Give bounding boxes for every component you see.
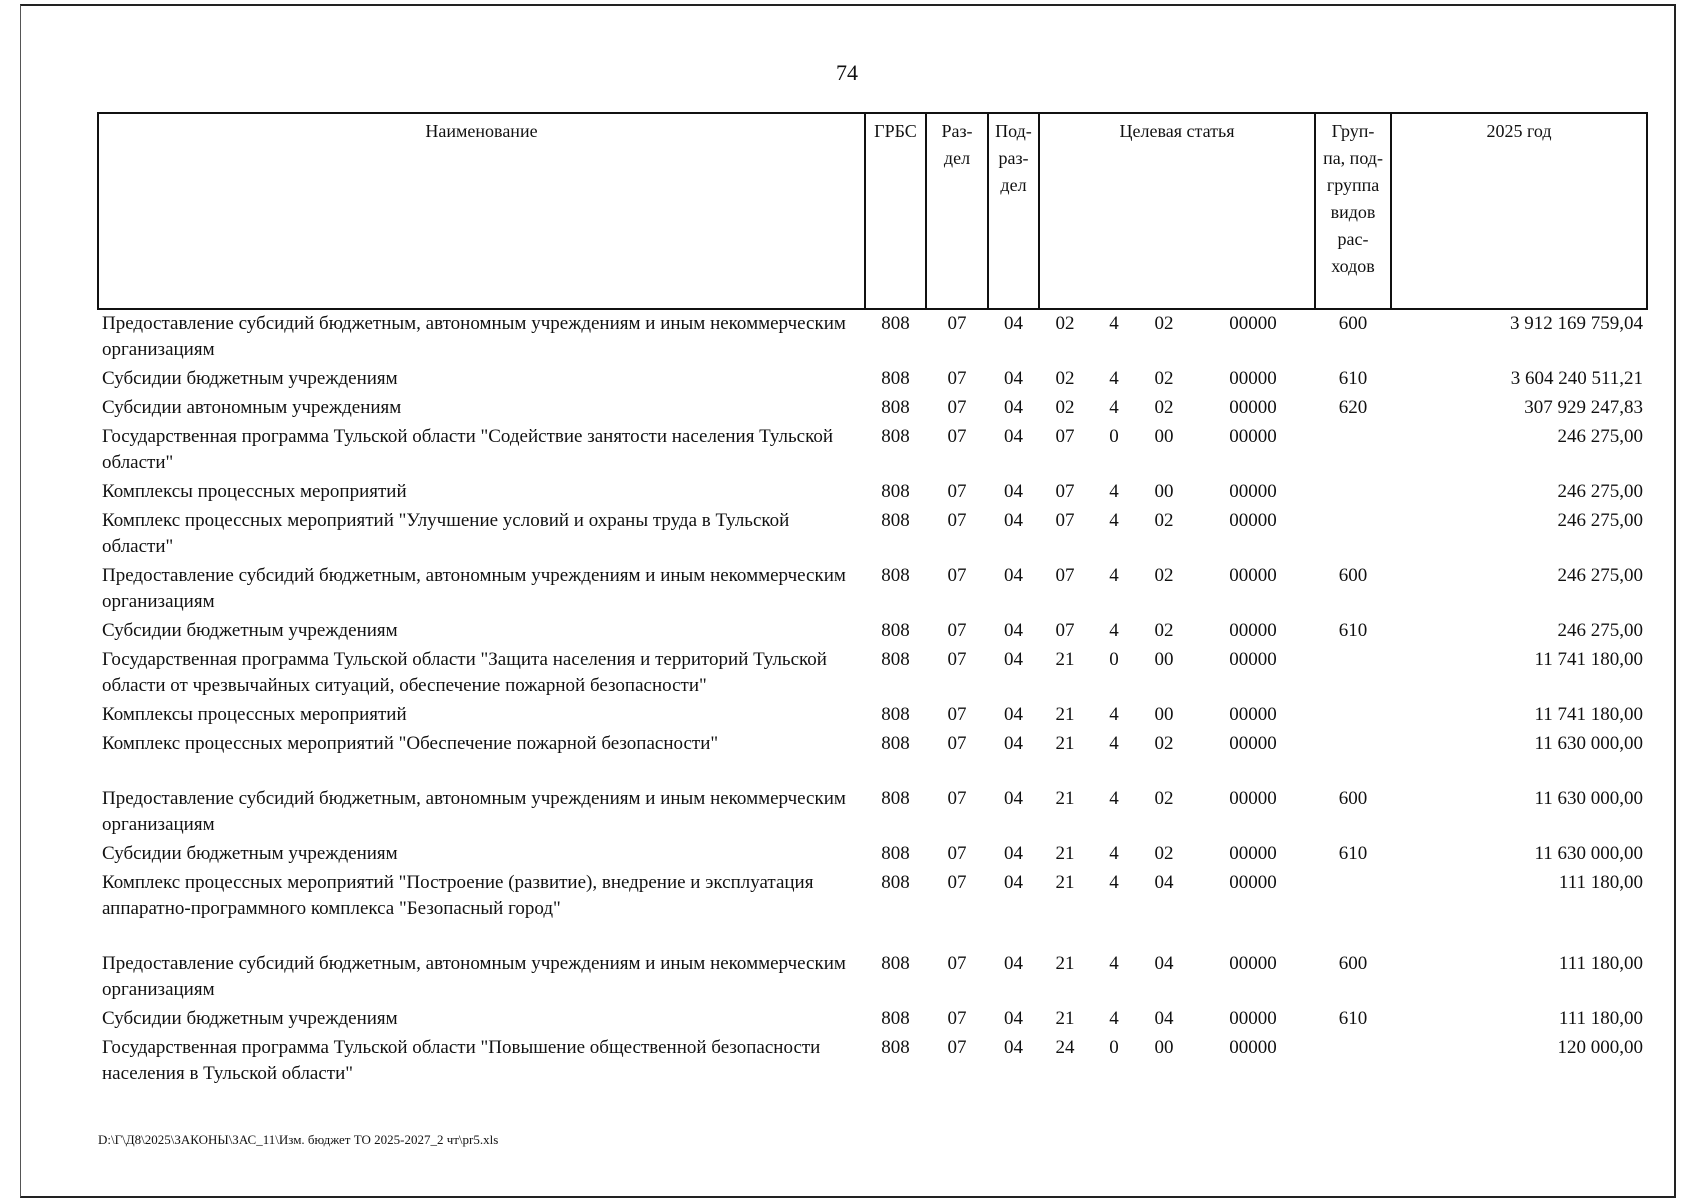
cell-target-type: 4 [1109,510,1119,531]
cell-target-sub: 00 [1154,649,1174,670]
cell-sum-2025: 246 275,00 [1557,510,1644,531]
cell-target-sub: 00 [1154,1037,1174,1058]
cell-target-sub: 00 [1154,704,1174,725]
cell-expense-group: 600 [1338,788,1368,809]
cell-podrazdel: 04 [1004,565,1023,586]
table-row [98,478,1647,507]
cell-sum-2025: 246 275,00 [1557,426,1644,447]
cell-target-program: 02 [1055,313,1075,334]
cell-expense-group: 610 [1338,620,1368,641]
header-year-2025: 2025 год [1391,113,1647,309]
cell-podrazdel: 04 [1004,649,1023,670]
cell-target-type: 4 [1109,788,1119,809]
cell-razdel: 07 [947,704,967,725]
cell-target-sub: 02 [1154,788,1174,809]
cell-expense-group [1315,730,1391,785]
cell-target-type: 4 [1109,397,1119,418]
table-row [98,701,1647,730]
cell-podrazdel: 04 [1004,704,1023,725]
cell-sum-2025: 11 741 180,00 [1534,649,1644,670]
cell-expense-group [1315,423,1391,478]
cell-target-program: 21 [1055,649,1075,670]
cell-target-program: 02 [1055,368,1075,389]
cell-target-sub: 04 [1154,953,1174,974]
cell-razdel: 07 [947,368,967,389]
table-row [98,617,1647,646]
cell-expense-group: 610 [1338,1008,1368,1029]
table-header-row [98,113,1647,309]
cell-target-program: 07 [1055,481,1075,502]
cell-podrazdel: 04 [1004,733,1023,754]
cell-grbs: 808 [881,481,910,502]
cell-target-type: 4 [1109,313,1119,334]
cell-name: Предоставление субсидий бюджетным, автономным учреждениям и иным некоммерческим организациям [102,788,846,835]
cell-podrazdel: 04 [1004,1037,1023,1058]
cell-target-sub: 02 [1154,843,1174,864]
table-row [98,507,1647,562]
cell-name: Государственная программа Тульской области "Содействие занятости населения Тульской области" [102,426,834,473]
cell-expense-group [1315,1034,1391,1089]
cell-target-direction: 00000 [1229,565,1277,586]
cell-target-type: 4 [1109,1008,1119,1029]
cell-podrazdel: 04 [1004,397,1023,418]
cell-grbs: 808 [881,368,910,389]
cell-name: Субсидии бюджетным учреждениям [102,620,398,641]
cell-razdel: 07 [947,953,967,974]
cell-target-program: 21 [1055,872,1075,893]
cell-target-type: 4 [1109,843,1119,864]
cell-target-program: 07 [1055,565,1075,586]
table-row [98,840,1647,869]
cell-target-direction: 00000 [1229,368,1277,389]
cell-podrazdel: 04 [1004,481,1023,502]
cell-target-sub: 02 [1154,397,1174,418]
cell-podrazdel: 04 [1004,620,1023,641]
cell-sum-2025: 3 912 169 759,04 [1510,313,1644,334]
cell-razdel: 07 [947,649,967,670]
cell-grbs: 808 [881,313,910,334]
cell-expense-group: 600 [1338,953,1368,974]
cell-expense-group: 600 [1338,565,1368,586]
cell-target-direction: 00000 [1229,872,1277,893]
cell-target-type: 4 [1109,620,1119,641]
table-row [98,394,1647,423]
cell-target-sub: 00 [1154,426,1174,447]
cell-target-program: 07 [1055,426,1075,447]
cell-podrazdel: 04 [1004,510,1023,531]
cell-target-program: 07 [1055,620,1075,641]
cell-razdel: 07 [947,313,967,334]
cell-razdel: 07 [947,397,967,418]
cell-target-sub: 02 [1154,368,1174,389]
header-name: Наименование [98,113,865,309]
cell-expense-group: 600 [1338,313,1368,334]
cell-expense-group [1315,507,1391,562]
cell-name: Комплекс процессных мероприятий "Обеспечение пожарной безопасности" [102,733,719,754]
cell-expense-group: 620 [1338,397,1368,418]
cell-name: Государственная программа Тульской области "Защита населения и территорий Тульской области от чрезвычайных ситуаций, обеспечение пожарной безопасности" [102,649,827,696]
cell-sum-2025: 11 630 000,00 [1534,843,1644,864]
cell-target-type: 0 [1109,1037,1119,1058]
cell-podrazdel: 04 [1004,1008,1023,1029]
cell-target-direction: 00000 [1229,426,1277,447]
cell-name: Государственная программа Тульской области "Повышение общественной безопасности населения в Тульской области" [102,1037,821,1084]
cell-name: Субсидии автономным учреждениям [102,397,402,418]
cell-target-type: 4 [1109,953,1119,974]
cell-grbs: 808 [881,953,910,974]
cell-sum-2025: 111 180,00 [1558,1008,1644,1029]
cell-grbs: 808 [881,1008,910,1029]
cell-target-program: 21 [1055,843,1075,864]
cell-target-type: 4 [1109,368,1119,389]
table-row [98,365,1647,394]
cell-grbs: 808 [881,510,910,531]
footer-file-path: D:\Г\Д8\2025\ЗАКОНЫ\ЗАС_11\Изм. бюджет ТО 2025-2027_2 чт\pr5.xls [98,1132,499,1147]
header-grbs: ГРБС [865,113,926,309]
cell-expense-group [1315,646,1391,701]
table-row [98,730,1647,785]
cell-target-direction: 00000 [1229,1037,1277,1058]
cell-expense-group [1315,869,1391,950]
cell-razdel: 07 [947,481,967,502]
cell-target-type: 4 [1109,733,1119,754]
cell-name: Комплексы процессных мероприятий [102,704,407,725]
cell-sum-2025: 120 000,00 [1557,1037,1644,1058]
cell-target-type: 4 [1109,704,1119,725]
cell-podrazdel: 04 [1004,953,1023,974]
cell-podrazdel: 04 [1004,313,1023,334]
cell-name: Комплекс процессных мероприятий "Улучшение условий и охраны труда в Тульской области" [102,510,790,557]
cell-sum-2025: 11 630 000,00 [1534,733,1644,754]
cell-target-program: 02 [1055,397,1075,418]
table-body [98,309,1647,1089]
table-row [98,1034,1647,1089]
cell-razdel: 07 [947,620,967,641]
cell-target-program: 21 [1055,1008,1075,1029]
cell-razdel: 07 [947,788,967,809]
cell-target-program: 21 [1055,953,1075,974]
header-expense-group: Груп- па, под- группа видов рас- ходов [1315,113,1391,309]
header-razdel: Раз- дел [926,113,988,309]
cell-grbs: 808 [881,872,910,893]
cell-target-direction: 00000 [1229,313,1277,334]
cell-podrazdel: 04 [1004,426,1023,447]
cell-expense-group: 610 [1338,843,1368,864]
cell-podrazdel: 04 [1004,843,1023,864]
cell-razdel: 07 [947,1037,967,1058]
cell-target-program: 21 [1055,788,1075,809]
cell-name: Субсидии бюджетным учреждениям [102,843,398,864]
cell-target-direction: 00000 [1229,1008,1277,1029]
cell-target-sub: 02 [1154,313,1174,334]
cell-sum-2025: 246 275,00 [1557,481,1644,502]
cell-sum-2025: 307 929 247,83 [1524,397,1644,418]
cell-razdel: 07 [947,1008,967,1029]
cell-target-direction: 00000 [1229,481,1277,502]
cell-target-sub: 04 [1154,872,1174,893]
cell-grbs: 808 [881,565,910,586]
cell-sum-2025: 246 275,00 [1557,620,1644,641]
cell-grbs: 808 [881,704,910,725]
cell-name: Комплексы процессных мероприятий [102,481,407,502]
cell-target-type: 4 [1109,481,1119,502]
cell-sum-2025: 11 630 000,00 [1534,788,1644,809]
cell-target-direction: 00000 [1229,843,1277,864]
table-row [98,785,1647,840]
cell-target-direction: 00000 [1229,733,1277,754]
cell-target-type: 0 [1109,649,1119,670]
cell-razdel: 07 [947,733,967,754]
budget-table [97,112,1648,1089]
cell-sum-2025: 111 180,00 [1558,953,1644,974]
cell-target-program: 07 [1055,510,1075,531]
table-row [98,646,1647,701]
cell-podrazdel: 04 [1004,788,1023,809]
cell-target-program: 21 [1055,704,1075,725]
cell-grbs: 808 [881,649,910,670]
header-target-article: Целевая статья [1039,113,1315,309]
cell-target-direction: 00000 [1229,649,1277,670]
cell-target-program: 21 [1055,733,1075,754]
table-row [98,950,1647,1005]
cell-grbs: 808 [881,843,910,864]
cell-target-type: 4 [1109,565,1119,586]
cell-grbs: 808 [881,397,910,418]
cell-target-sub: 02 [1154,733,1174,754]
cell-target-sub: 02 [1154,620,1174,641]
table-row [98,869,1647,950]
cell-grbs: 808 [881,620,910,641]
cell-target-direction: 00000 [1229,620,1277,641]
cell-grbs: 808 [881,733,910,754]
table-row [98,423,1647,478]
cell-expense-group [1315,701,1391,730]
cell-sum-2025: 3 604 240 511,21 [1510,368,1644,389]
cell-grbs: 808 [881,426,910,447]
cell-target-sub: 00 [1154,481,1174,502]
header-podrazdel: Под- раз- дел [988,113,1039,309]
cell-target-type: 0 [1109,426,1119,447]
cell-razdel: 07 [947,510,967,531]
cell-name: Предоставление субсидий бюджетным, автономным учреждениям и иным некоммерческим организациям [102,313,846,360]
cell-target-sub: 02 [1154,565,1174,586]
cell-target-direction: 00000 [1229,397,1277,418]
table-row [98,562,1647,617]
cell-name: Субсидии бюджетным учреждениям [102,1008,398,1029]
cell-expense-group: 610 [1338,368,1368,389]
table-row [98,1005,1647,1034]
cell-target-program: 24 [1055,1037,1075,1058]
cell-name: Комплекс процессных мероприятий "Построение (развитие), внедрение и эксплуатация аппаратно-программного комплекса "Безопасный город" [102,872,814,919]
cell-target-direction: 00000 [1229,788,1277,809]
cell-name: Субсидии бюджетным учреждениям [102,368,398,389]
cell-razdel: 07 [947,872,967,893]
table-row [98,309,1647,365]
cell-grbs: 808 [881,788,910,809]
cell-podrazdel: 04 [1004,368,1023,389]
cell-sum-2025: 246 275,00 [1557,565,1644,586]
cell-sum-2025: 111 180,00 [1558,872,1644,893]
cell-grbs: 808 [881,1037,910,1058]
cell-target-direction: 00000 [1229,704,1277,725]
cell-target-sub: 02 [1154,510,1174,531]
cell-podrazdel: 04 [1004,872,1023,893]
page-number: 74 [836,60,858,85]
cell-razdel: 07 [947,843,967,864]
cell-name: Предоставление субсидий бюджетным, автономным учреждениям и иным некоммерческим организациям [102,565,846,612]
cell-sum-2025: 11 741 180,00 [1534,704,1644,725]
cell-target-direction: 00000 [1229,953,1277,974]
cell-target-type: 4 [1109,872,1119,893]
cell-target-sub: 04 [1154,1008,1174,1029]
cell-expense-group [1315,478,1391,507]
cell-razdel: 07 [947,426,967,447]
cell-target-direction: 00000 [1229,510,1277,531]
cell-razdel: 07 [947,565,967,586]
cell-name: Предоставление субсидий бюджетным, автономным учреждениям и иным некоммерческим организациям [102,953,846,1000]
